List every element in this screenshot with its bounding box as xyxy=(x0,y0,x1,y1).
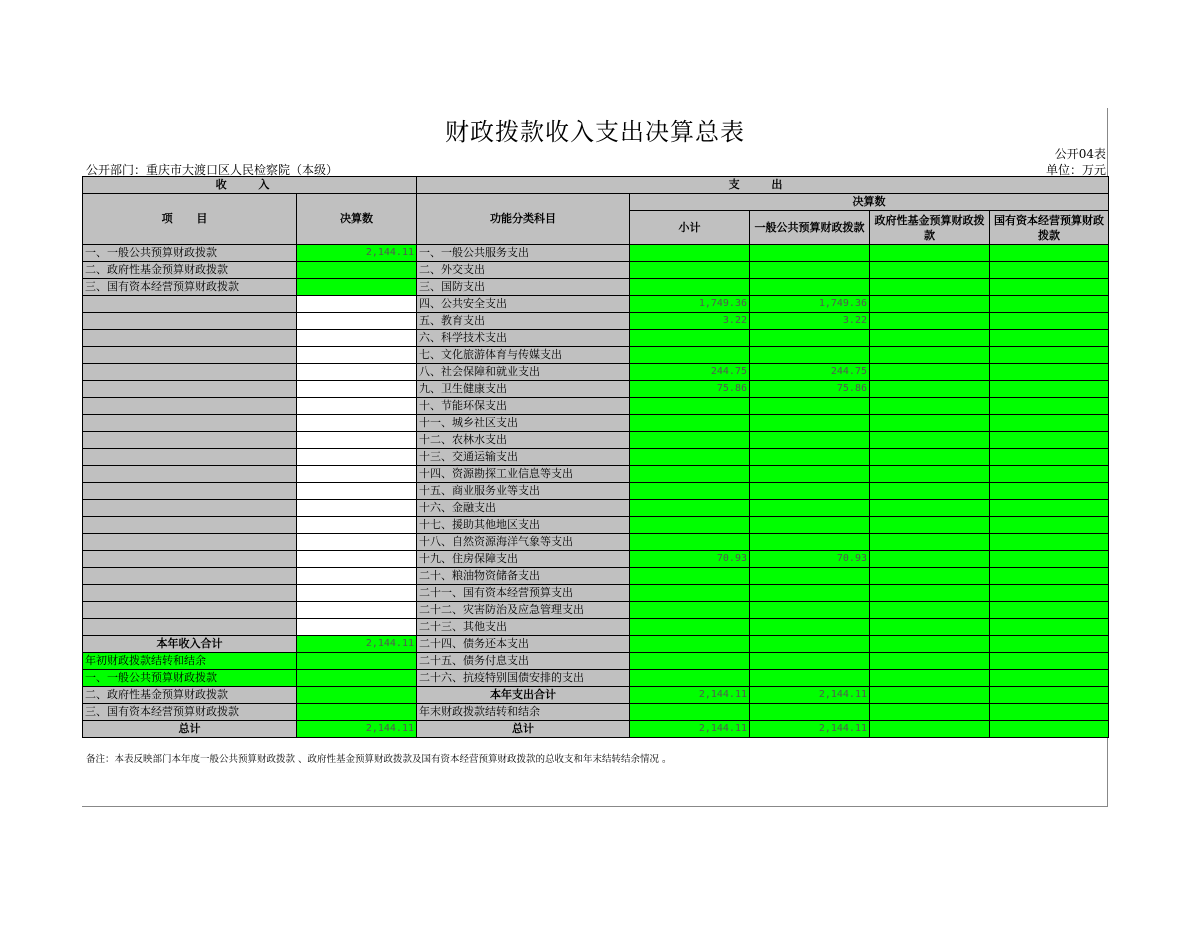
expense-subtotal-cell xyxy=(630,670,750,687)
expense-general-cell xyxy=(750,670,870,687)
expense-state-capital-cell xyxy=(990,466,1109,483)
expense-general-cell xyxy=(750,619,870,636)
expense-state-capital-cell xyxy=(990,500,1109,517)
expense-general-cell: 1,749.36 xyxy=(750,296,870,313)
table-row xyxy=(83,551,1109,568)
expense-gov-fund-cell xyxy=(870,415,990,432)
header-row-1 xyxy=(83,177,1109,194)
expense-subtotal-cell xyxy=(630,483,750,500)
empty-value-cell xyxy=(297,568,417,585)
expense-state-capital-cell xyxy=(990,364,1109,381)
expense-item-label: 十四、资源勘探工业信息等支出 xyxy=(417,466,630,483)
unit-label: 单位：万元 xyxy=(1045,163,1106,177)
expense-gov-fund-cell xyxy=(870,262,990,279)
expense-gov-fund-cell xyxy=(870,534,990,551)
expense-gov-fund-cell xyxy=(870,466,990,483)
expense-general-cell xyxy=(750,449,870,466)
expense-state-capital-cell xyxy=(990,313,1109,330)
income-item-label: 二、政府性基金预算财政拨款 xyxy=(83,262,297,279)
expense-subtotal-cell: 3.22 xyxy=(630,313,750,330)
empty-label-cell xyxy=(83,415,297,432)
table-row xyxy=(83,670,1109,687)
expense-subtotal-cell xyxy=(630,602,750,619)
income-item-value: 2,144.11 xyxy=(297,245,417,262)
expense-subtotal-cell xyxy=(630,466,750,483)
expense-gov-fund-cell xyxy=(870,517,990,534)
table-row xyxy=(83,313,1109,330)
total-state-capital-cell xyxy=(990,721,1109,738)
expense-general-cell: 244.75 xyxy=(750,364,870,381)
empty-value-cell xyxy=(297,500,417,517)
expense-state-capital-cell xyxy=(990,449,1109,466)
form-id: 公开04表 xyxy=(1054,147,1106,161)
table-row xyxy=(83,704,1109,721)
empty-value-cell xyxy=(297,432,417,449)
expense-item-label: 十二、农林水支出 xyxy=(417,432,630,449)
subtotal-header: 小计 xyxy=(630,211,750,245)
empty-value-cell xyxy=(297,534,417,551)
expense-general-cell: 75.86 xyxy=(750,381,870,398)
grand-total-label-right: 总计 xyxy=(417,721,630,738)
table-row xyxy=(83,296,1109,313)
item-header: 项 目 xyxy=(83,194,297,245)
expense-gov-fund-cell xyxy=(870,381,990,398)
empty-label-cell xyxy=(83,449,297,466)
income-item-value xyxy=(297,279,417,296)
begin-item-label: 三、国有资本经营预算财政拨款 xyxy=(83,704,297,721)
expense-gov-fund-cell xyxy=(870,500,990,517)
expense-general-cell xyxy=(750,466,870,483)
expense-state-capital-cell xyxy=(990,602,1109,619)
expense-gov-fund-cell xyxy=(870,296,990,313)
expense-state-capital-cell xyxy=(990,534,1109,551)
empty-label-cell xyxy=(83,330,297,347)
total-state-capital-cell xyxy=(990,687,1109,704)
empty-label-cell xyxy=(83,347,297,364)
empty-label-cell xyxy=(83,568,297,585)
expense-item-label: 十七、援助其他地区支出 xyxy=(417,517,630,534)
begin-item-value xyxy=(297,704,417,721)
expense-item-label: 五、教育支出 xyxy=(417,313,630,330)
expense-item-label: 十一、城乡社区支出 xyxy=(417,415,630,432)
expense-state-capital-cell xyxy=(990,381,1109,398)
expense-state-capital-cell xyxy=(990,398,1109,415)
expense-subtotal-cell: 75.86 xyxy=(630,381,750,398)
empty-value-cell xyxy=(297,517,417,534)
empty-value-cell xyxy=(297,602,417,619)
table-row xyxy=(83,245,1109,262)
expense-gov-fund-cell xyxy=(870,568,990,585)
expense-total-label: 本年支出合计 xyxy=(417,687,630,704)
footnote: 备注：本表反映部门本年度一般公共预算财政拨款 、政府性基金预算财政拨款及国有资本经营预算财政拨款的总收支和年末结转结余情况 。 xyxy=(86,754,672,765)
empty-label-cell xyxy=(83,602,297,619)
expense-general-cell xyxy=(750,415,870,432)
expense-item-label: 二十五、债务付息支出 xyxy=(417,653,630,670)
expense-item-label: 十三、交通运输支出 xyxy=(417,449,630,466)
begin-balance-value xyxy=(297,653,417,670)
empty-label-cell xyxy=(83,585,297,602)
header-row-2 xyxy=(83,194,1109,211)
expense-gov-fund-cell xyxy=(870,551,990,568)
gov-fund-header: 政府性基金预算财政拨款 xyxy=(870,211,990,245)
expense-subtotal-cell xyxy=(630,432,750,449)
expense-subtotal-cell xyxy=(630,449,750,466)
table-row xyxy=(83,279,1109,296)
empty-value-cell xyxy=(297,381,417,398)
table-row xyxy=(83,466,1109,483)
total-state-capital-cell xyxy=(990,704,1109,721)
expense-subtotal-cell xyxy=(630,636,750,653)
expense-subtotal-cell xyxy=(630,619,750,636)
expense-general-cell: 3.22 xyxy=(750,313,870,330)
expense-subtotal-cell xyxy=(630,330,750,347)
table-row xyxy=(83,347,1109,364)
expense-subtotal-cell xyxy=(630,500,750,517)
expense-item-label: 九、卫生健康支出 xyxy=(417,381,630,398)
expense-item-label: 七、文化旅游体育与传媒支出 xyxy=(417,347,630,364)
expense-item-label: 二十三、其他支出 xyxy=(417,619,630,636)
table-row xyxy=(83,517,1109,534)
empty-value-cell xyxy=(297,551,417,568)
expense-gov-fund-cell xyxy=(870,279,990,296)
expense-item-label: 六、科学技术支出 xyxy=(417,330,630,347)
empty-label-cell xyxy=(83,551,297,568)
table-row xyxy=(83,619,1109,636)
empty-label-cell xyxy=(83,619,297,636)
expense-item-label: 八、社会保障和就业支出 xyxy=(417,364,630,381)
expense-state-capital-cell xyxy=(990,245,1109,262)
page-border-bottom xyxy=(82,806,1108,807)
empty-label-cell xyxy=(83,517,297,534)
table-row xyxy=(83,415,1109,432)
begin-item-value xyxy=(297,670,417,687)
income-total-label: 本年收入合计 xyxy=(83,636,297,653)
expense-subtotal-cell xyxy=(630,653,750,670)
expense-item-label: 二、外交支出 xyxy=(417,262,630,279)
expense-general-cell: 70.93 xyxy=(750,551,870,568)
expense-subtotal-cell: 70.93 xyxy=(630,551,750,568)
expense-subtotal-cell xyxy=(630,517,750,534)
expense-state-capital-cell xyxy=(990,432,1109,449)
expense-general-cell xyxy=(750,245,870,262)
empty-value-cell xyxy=(297,398,417,415)
begin-balance-label: 年初财政拨款结转和结余 xyxy=(83,653,297,670)
expense-gov-fund-cell xyxy=(870,619,990,636)
income-total-value: 2,144.11 xyxy=(297,636,417,653)
total-gov-fund-cell xyxy=(870,687,990,704)
total-general-cell: 2,144.11 xyxy=(750,721,870,738)
total-subtotal-cell xyxy=(630,704,750,721)
final-group-header: 决算数 xyxy=(630,194,1109,211)
expense-item-label: 二十六、抗疫特别国债安排的支出 xyxy=(417,670,630,687)
expense-item-label: 二十二、灾害防治及应急管理支出 xyxy=(417,602,630,619)
expense-item-label: 二十、粮油物资储备支出 xyxy=(417,568,630,585)
expense-state-capital-cell xyxy=(990,619,1109,636)
table-row xyxy=(83,398,1109,415)
expense-state-capital-cell xyxy=(990,483,1109,500)
expense-general-cell xyxy=(750,262,870,279)
expense-general-cell xyxy=(750,500,870,517)
table-row xyxy=(83,636,1109,653)
expense-state-capital-cell xyxy=(990,296,1109,313)
expense-gov-fund-cell xyxy=(870,602,990,619)
table-row xyxy=(83,585,1109,602)
expense-subtotal-cell xyxy=(630,245,750,262)
department-label: 公开部门：重庆市大渡口区人民检察院（本级） xyxy=(86,163,339,177)
expense-item-label: 四、公共安全支出 xyxy=(417,296,630,313)
table-row xyxy=(83,330,1109,347)
table-row xyxy=(83,500,1109,517)
expense-item-label: 十九、住房保障支出 xyxy=(417,551,630,568)
expense-gov-fund-cell xyxy=(870,245,990,262)
expense-gov-fund-cell xyxy=(870,585,990,602)
total-subtotal-cell: 2,144.11 xyxy=(630,721,750,738)
expense-state-capital-cell xyxy=(990,330,1109,347)
expense-general-cell xyxy=(750,432,870,449)
income-item-value xyxy=(297,262,417,279)
begin-item-label: 一、一般公共预算财政拨款 xyxy=(83,670,297,687)
expense-gov-fund-cell xyxy=(870,636,990,653)
expense-gov-fund-cell xyxy=(870,398,990,415)
expense-subtotal-cell: 244.75 xyxy=(630,364,750,381)
end-balance-label: 年末财政拨款结转和结余 xyxy=(417,704,630,721)
table-row xyxy=(83,381,1109,398)
expense-general-cell xyxy=(750,653,870,670)
expense-general-cell xyxy=(750,534,870,551)
table-row xyxy=(83,653,1109,670)
expense-state-capital-cell xyxy=(990,636,1109,653)
expense-state-capital-cell xyxy=(990,670,1109,687)
expense-gov-fund-cell xyxy=(870,432,990,449)
table-row xyxy=(83,687,1109,704)
expense-general-cell xyxy=(750,517,870,534)
expense-subtotal-cell xyxy=(630,398,750,415)
table-row xyxy=(83,449,1109,466)
expense-subtotal-cell xyxy=(630,279,750,296)
expense-general-cell xyxy=(750,568,870,585)
expense-general-cell xyxy=(750,602,870,619)
total-general-cell: 2,144.11 xyxy=(750,687,870,704)
expense-general-cell xyxy=(750,347,870,364)
expense-general-cell xyxy=(750,585,870,602)
empty-label-cell xyxy=(83,483,297,500)
expense-subtotal-cell xyxy=(630,585,750,602)
expense-item-label: 一、一般公共服务支出 xyxy=(417,245,630,262)
empty-value-cell xyxy=(297,483,417,500)
expense-item-label: 十、节能环保支出 xyxy=(417,398,630,415)
func-category-header: 功能分类科目 xyxy=(417,194,630,245)
income-item-label: 一、一般公共预算财政拨款 xyxy=(83,245,297,262)
expense-general-cell xyxy=(750,398,870,415)
empty-value-cell xyxy=(297,619,417,636)
expense-state-capital-cell xyxy=(990,517,1109,534)
begin-item-label: 二、政府性基金预算财政拨款 xyxy=(83,687,297,704)
table-row xyxy=(83,262,1109,279)
expense-item-label: 三、国防支出 xyxy=(417,279,630,296)
expense-gov-fund-cell xyxy=(870,653,990,670)
expense-subtotal-cell xyxy=(630,347,750,364)
table-row xyxy=(83,432,1109,449)
empty-value-cell xyxy=(297,466,417,483)
expense-subtotal-cell xyxy=(630,568,750,585)
total-gov-fund-cell xyxy=(870,721,990,738)
empty-value-cell xyxy=(297,585,417,602)
expense-item-label: 十八、自然资源海洋气象等支出 xyxy=(417,534,630,551)
expense-state-capital-cell xyxy=(990,347,1109,364)
empty-value-cell xyxy=(297,364,417,381)
expense-header: 支 出 xyxy=(417,177,1109,194)
expense-general-cell xyxy=(750,279,870,296)
empty-label-cell xyxy=(83,398,297,415)
table-row xyxy=(83,364,1109,381)
expense-item-label: 二十四、债务还本支出 xyxy=(417,636,630,653)
expense-item-label: 十六、金融支出 xyxy=(417,500,630,517)
expense-state-capital-cell xyxy=(990,568,1109,585)
empty-label-cell xyxy=(83,313,297,330)
expense-gov-fund-cell xyxy=(870,313,990,330)
empty-value-cell xyxy=(297,347,417,364)
empty-label-cell xyxy=(83,432,297,449)
total-general-cell xyxy=(750,704,870,721)
final-amount-header: 决算数 xyxy=(297,194,417,245)
empty-value-cell xyxy=(297,415,417,432)
table-row xyxy=(83,568,1109,585)
state-capital-header: 国有资本经营预算财政拨款 xyxy=(990,211,1109,245)
expense-subtotal-cell xyxy=(630,262,750,279)
expense-state-capital-cell xyxy=(990,415,1109,432)
table-row xyxy=(83,721,1109,738)
table-row xyxy=(83,483,1109,500)
expense-state-capital-cell xyxy=(990,279,1109,296)
income-item-label: 三、国有资本经营预算财政拨款 xyxy=(83,279,297,296)
empty-value-cell xyxy=(297,296,417,313)
expense-item-label: 二十一、国有资本经营预算支出 xyxy=(417,585,630,602)
expense-state-capital-cell xyxy=(990,551,1109,568)
total-subtotal-cell: 2,144.11 xyxy=(630,687,750,704)
empty-label-cell xyxy=(83,381,297,398)
table-row xyxy=(83,534,1109,551)
expense-item-label: 十五、商业服务业等支出 xyxy=(417,483,630,500)
expense-state-capital-cell xyxy=(990,653,1109,670)
empty-value-cell xyxy=(297,313,417,330)
page-title: 财政拨款收入支出决算总表 xyxy=(445,118,745,146)
expense-gov-fund-cell xyxy=(870,347,990,364)
expense-state-capital-cell xyxy=(990,585,1109,602)
expense-gov-fund-cell xyxy=(870,483,990,500)
expense-gov-fund-cell xyxy=(870,449,990,466)
empty-value-cell xyxy=(297,330,417,347)
expense-subtotal-cell: 1,749.36 xyxy=(630,296,750,313)
expense-general-cell xyxy=(750,330,870,347)
income-header: 收 入 xyxy=(83,177,417,194)
grand-total-label: 总计 xyxy=(83,721,297,738)
begin-item-value xyxy=(297,687,417,704)
expense-gov-fund-cell xyxy=(870,364,990,381)
empty-label-cell xyxy=(83,296,297,313)
empty-label-cell xyxy=(83,466,297,483)
empty-value-cell xyxy=(297,449,417,466)
empty-label-cell xyxy=(83,500,297,517)
grand-total-income: 2,144.11 xyxy=(297,721,417,738)
expense-general-cell xyxy=(750,483,870,500)
expense-state-capital-cell xyxy=(990,262,1109,279)
expense-subtotal-cell xyxy=(630,534,750,551)
expense-gov-fund-cell xyxy=(870,670,990,687)
budget-table xyxy=(82,176,1109,738)
general-budget-header: 一般公共预算财政拨款 xyxy=(750,211,870,245)
expense-subtotal-cell xyxy=(630,415,750,432)
total-gov-fund-cell xyxy=(870,704,990,721)
empty-label-cell xyxy=(83,534,297,551)
table-row xyxy=(83,602,1109,619)
expense-gov-fund-cell xyxy=(870,330,990,347)
empty-label-cell xyxy=(83,364,297,381)
expense-general-cell xyxy=(750,636,870,653)
